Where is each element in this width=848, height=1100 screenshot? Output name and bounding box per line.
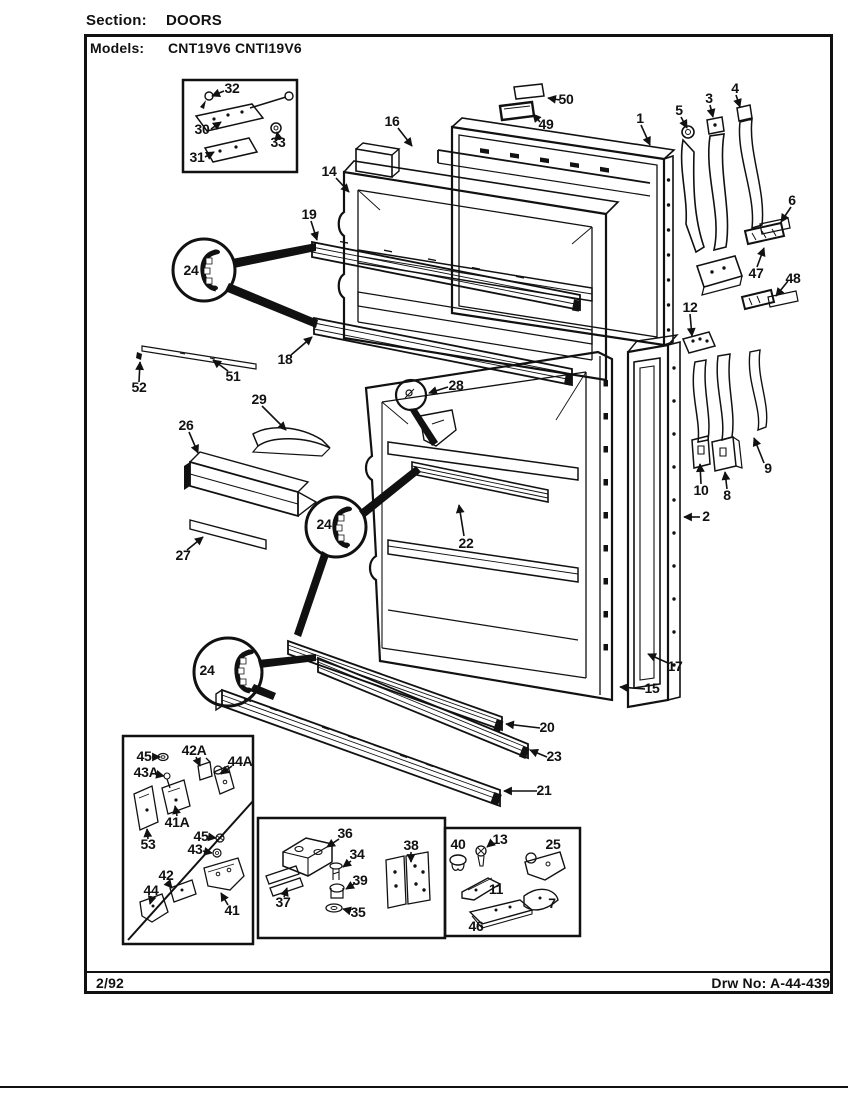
part-label-48: 48	[785, 270, 801, 287]
part-label-6: 6	[788, 192, 796, 209]
part-label-12: 12	[682, 299, 698, 316]
inset-box-cams-shims	[445, 828, 580, 936]
part-label-47: 47	[748, 265, 764, 282]
part-label-15: 15	[644, 680, 660, 697]
part-label-3: 3	[705, 90, 713, 107]
part-label-33: 33	[270, 134, 286, 151]
part-label-53: 53	[140, 836, 156, 853]
part-label-14: 14	[321, 163, 337, 180]
section-value: DOORS	[166, 12, 223, 29]
part-label-50: 50	[558, 91, 574, 108]
part-label-13: 13	[492, 831, 508, 848]
part-label-52: 52	[131, 379, 147, 396]
part-label-45: 45	[193, 828, 209, 845]
part-label-28: 28	[448, 377, 464, 394]
part-label-10: 10	[693, 482, 709, 499]
part-label-51: 51	[225, 368, 241, 385]
part-label-37: 37	[275, 894, 291, 911]
part-label-39: 39	[352, 872, 368, 889]
part-label-17: 17	[667, 658, 683, 675]
part-label-42A: 42A	[181, 742, 207, 759]
part-label-41A: 41A	[164, 814, 190, 831]
part-label-16: 16	[384, 113, 400, 130]
drawing-number: Drw No: A-44-439	[711, 975, 830, 991]
inset-box-hinge-bracket	[258, 818, 445, 938]
inset-box-door-stops	[123, 736, 253, 944]
part-label-27: 27	[175, 547, 191, 564]
part-label-8: 8	[723, 487, 731, 504]
section-label: Section:	[86, 12, 147, 29]
part-label-31: 31	[189, 149, 205, 166]
part-label-1: 1	[636, 110, 644, 127]
part-label-34: 34	[349, 846, 365, 863]
part-label-24: 24	[199, 662, 215, 679]
part-label-43: 43	[187, 841, 203, 858]
part-label-24: 24	[316, 516, 332, 533]
part-label-46: 46	[468, 918, 484, 935]
part-label-25: 25	[545, 836, 561, 853]
part-label-21: 21	[536, 782, 552, 799]
part-label-7: 7	[548, 895, 556, 912]
part-label-26: 26	[178, 417, 194, 434]
part-label-11: 11	[488, 881, 504, 898]
part-label-45: 45	[136, 748, 152, 765]
part-label-36: 36	[337, 825, 353, 842]
part-label-9: 9	[764, 460, 772, 477]
part-label-44A: 44A	[227, 753, 253, 770]
models-value: CNT19V6 CNTI19V6	[168, 40, 302, 56]
lower-hinge-straps	[692, 350, 767, 471]
part-label-42: 42	[158, 867, 174, 884]
part-label-30: 30	[194, 121, 210, 138]
callout-circles	[173, 239, 421, 706]
part-label-29: 29	[251, 391, 267, 408]
part-label-43A: 43A	[133, 764, 159, 781]
part-label-4: 4	[731, 80, 739, 97]
part-label-49: 49	[538, 116, 554, 133]
part-label-18: 18	[277, 351, 293, 368]
models-label: Models:	[90, 40, 145, 56]
part-label-38: 38	[403, 837, 419, 854]
issue-date: 2/92	[96, 975, 125, 991]
part-label-22: 22	[458, 535, 474, 552]
upper-hinge-straps	[682, 105, 798, 353]
part-label-40: 40	[450, 836, 466, 853]
part-label-19: 19	[301, 206, 317, 223]
part-label-35: 35	[350, 904, 366, 921]
part-label-20: 20	[539, 719, 555, 736]
part-label-2: 2	[702, 508, 710, 525]
fresh-food-door-assembly	[366, 335, 680, 707]
part-label-44: 44	[143, 882, 159, 899]
left-loose-parts	[136, 346, 330, 549]
leader-arrows	[136, 91, 791, 911]
freezer-door-assembly	[312, 84, 674, 386]
part-label-5: 5	[675, 102, 683, 119]
part-label-24: 24	[183, 262, 199, 279]
part-label-41: 41	[224, 902, 240, 919]
part-label-32: 32	[224, 80, 240, 97]
inset-box-hinge-plates	[183, 80, 297, 172]
part-label-23: 23	[546, 748, 562, 765]
